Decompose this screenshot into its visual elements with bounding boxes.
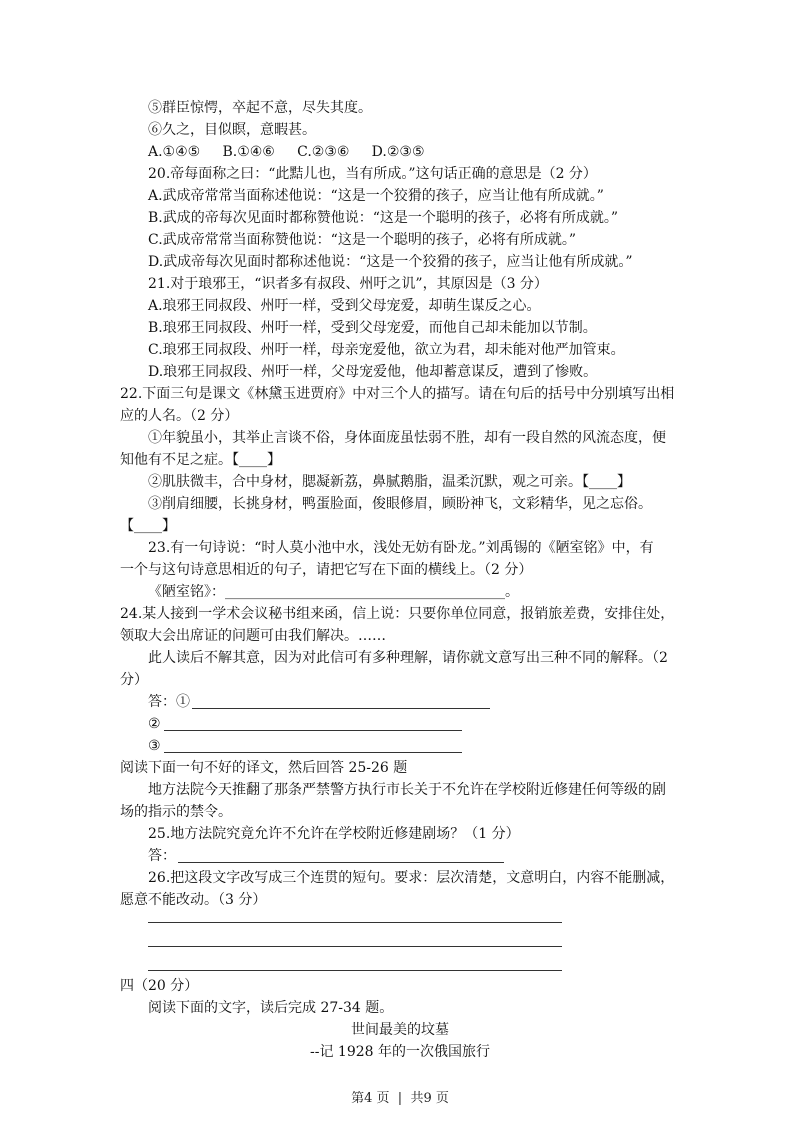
article-title: 世间最美的坟墓 (351, 1022, 449, 1038)
answer-blank-26-3[interactable] (148, 970, 562, 971)
text-line: 地方法院今天推翻了那条严禁警方执行市长关于不允许在学校附近修建任何等级的剧 (148, 782, 666, 798)
text-line: 分） (120, 672, 148, 688)
answer-blank-1[interactable] (192, 708, 490, 709)
page-footer: 第4 页 | 共9 页 (351, 1091, 449, 1106)
text-line: ⑤群臣惊愕，卒起不意，尽失其度。 (148, 100, 372, 116)
text-line: C.武成帝常常当面称赞他说：“这是一个聪明的孩子，必将有所成就。” (148, 232, 576, 248)
answer-blank-3[interactable] (164, 752, 462, 753)
text-line: 21.对于琅邪王，“识者多有叔段、州吁之讥”，其原因是（3 分） (148, 276, 548, 292)
text-line: 愿意不能改动。（3 分） (120, 892, 267, 908)
text-line: 此人读后不解其意，因为对此信可有多种理解，请你就文意写出三种不同的解释。（2 (148, 650, 668, 666)
text-line: 阅读下面的文字，读后完成 27-34 题。 (148, 1000, 394, 1016)
text-line: C.琅邪王同叔段、州吁一样，母亲宠爱他，欲立为君，却未能对他严加管束。 (148, 342, 625, 358)
text-line: 《陋室铭》：________________________________________。 (148, 584, 519, 600)
text-line: 25.地方法院究竟允许不允许在学校附近修建剧场？（1 分） (148, 826, 520, 842)
answer-label: 答：① (148, 694, 190, 710)
text-line: ③削肩细腰，长挑身材，鸭蛋脸面，俊眼修眉，顾盼神飞，文彩精华，见之忘俗。 (148, 496, 652, 512)
text-line: ②肌肤微丰，合中身材，腮凝新荔，鼻腻鹅脂，温柔沉默，观之可亲。【____】 (148, 474, 631, 490)
answer-blank-25[interactable] (178, 862, 504, 863)
text-line: 22.下面三句是课文《林黛玉进贾府》中对三个人的描写。请在句后的括号中分别填写出相 (120, 386, 675, 402)
text-line: D.武成帝每次见面时都称述他说：“这是一个狡猾的孩子，应当让他有所成就。” (148, 254, 633, 270)
text-line: B.武成的帝每次见面时都称赞他说：“这是一个聪明的孩子，必将有所成就。” (148, 210, 619, 226)
answer-label: ② (148, 716, 161, 732)
text-line: 领取大会出席证的问题可由我们解决。…… (120, 628, 386, 644)
text-line: 【____】 (120, 518, 176, 534)
text-line: ①年貌虽小，其举止言谈不俗，身体面庞虽怯弱不胜，却有一段自然的风流态度，便 (148, 430, 666, 446)
text-line: B.琅邪王同叔段、州吁一样，受到父母宠爱，而他自己却未能加以节制。 (148, 320, 597, 336)
text-line: 20.帝每面称之曰：“此黠儿也，当有所成。”这句话正确的意思是（2 分） (148, 166, 597, 182)
text-line: A.武成帝常常当面称述他说：“这是一个狡猾的孩子，应当让他有所成就。” (148, 188, 604, 204)
text-line: 26.把这段文字改写成三个连贯的短句。要求：层次清楚，文意明白，内容不能删减， (148, 870, 675, 886)
text-line: 应的人名。（2 分） (120, 408, 239, 424)
text-line: 一个与这句诗意思相近的句子，请把它写在下面的横线上。（2 分） (120, 562, 533, 578)
section-heading: 四（20 分） (120, 978, 199, 994)
text-line: 知他有不足之症。【____】 (120, 452, 281, 468)
answer-label: ③ (148, 738, 161, 754)
text-line: 阅读下面一句不好的译文，然后回答 25-26 题 (120, 760, 408, 776)
answer-blank-26-2[interactable] (148, 946, 562, 947)
text-line: A.①④⑤ B.①④⑥ C.②③⑥ D.②③⑤ (148, 144, 425, 160)
text-line: 24.某人接到一学术会议秘书组来函，信上说：只要你单位同意，报销旅差费，安排住处， (120, 606, 675, 622)
text-line: 23.有一句诗说：“时人莫小池中水，浅处无妨有卧龙。”刘禹锡的《陋室铭》中，有 (148, 540, 654, 556)
text-line: A.琅邪王同叔段、州吁一样，受到父母宠爱，却萌生谋反之心。 (148, 298, 541, 314)
text-line: ⑥久之，目似瞑，意暇甚。 (148, 122, 316, 138)
answer-label: 答： (148, 848, 176, 864)
article-subtitle: --记 1928 年的一次俄国旅行 (310, 1044, 490, 1060)
text-line: D.琅邪王同叔段、州吁一样，父母宠爱他，他却蓄意谋反，遭到了惨败。 (148, 364, 598, 380)
text-line: 场的指示的禁令。 (120, 804, 232, 820)
answer-blank-2[interactable] (164, 730, 462, 731)
answer-blank-26-1[interactable] (148, 922, 562, 923)
